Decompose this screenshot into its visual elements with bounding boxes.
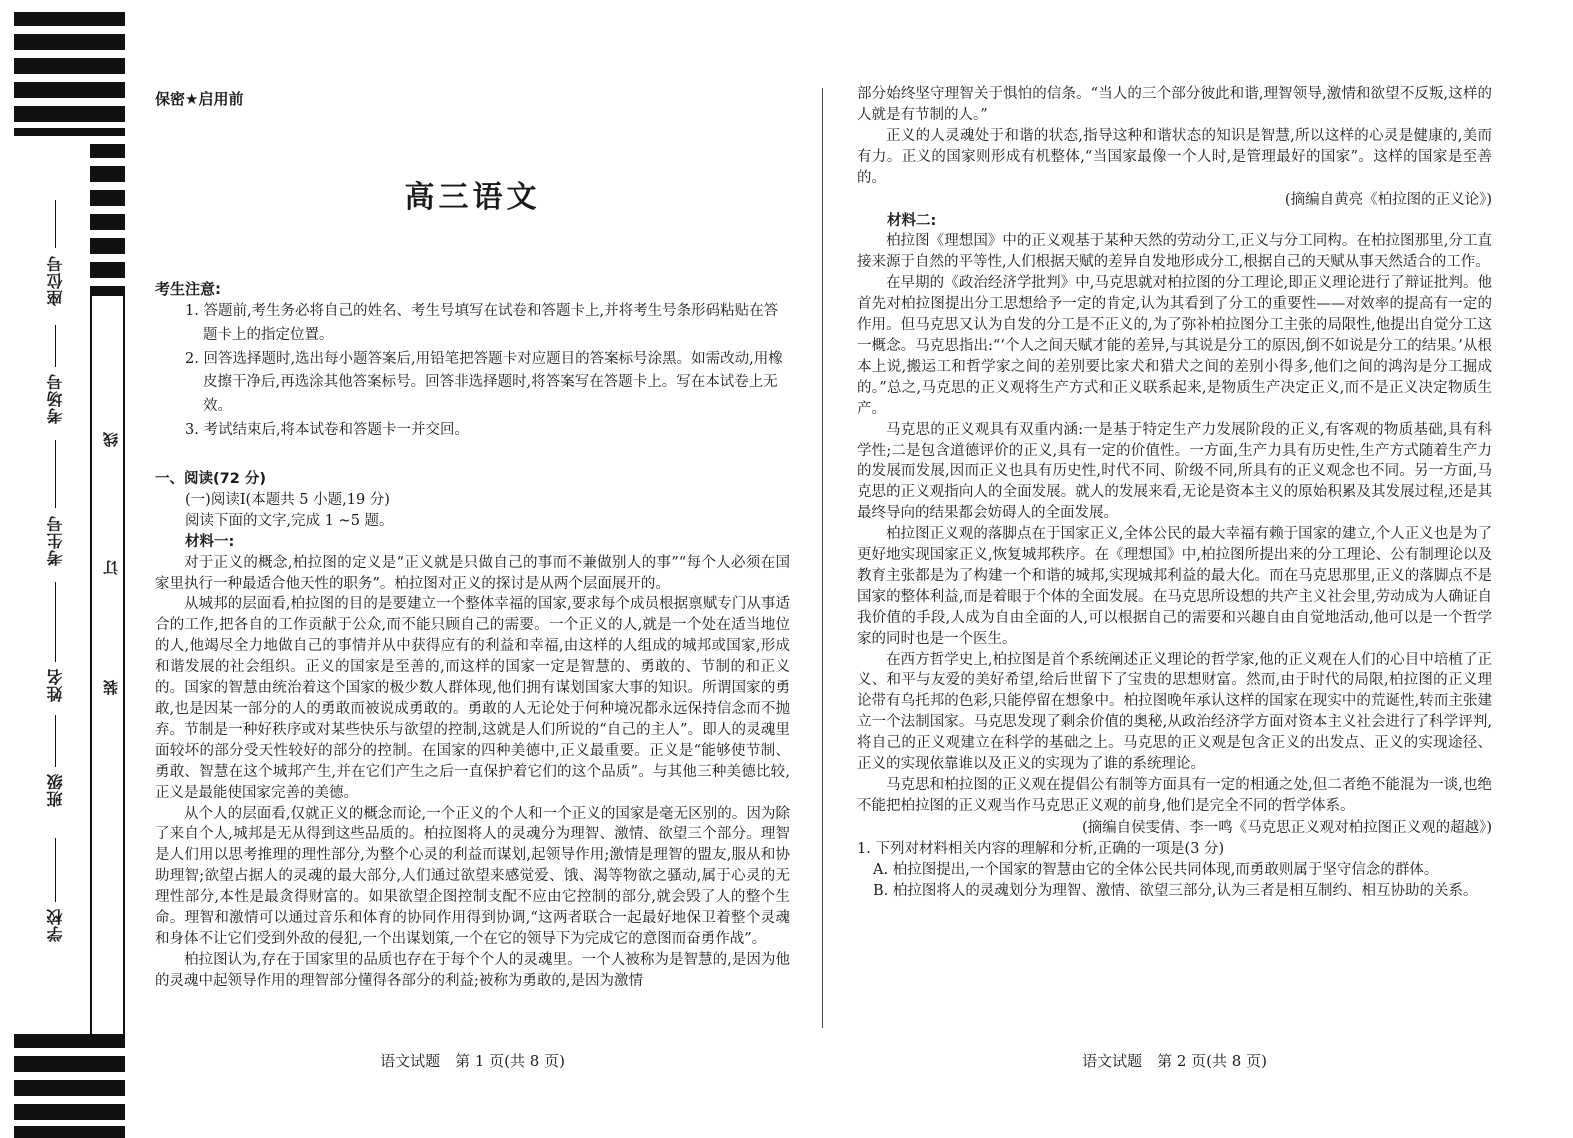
binding-stripe: [14, 1104, 125, 1120]
binding-strip: [0, 0, 140, 1138]
option-a: A. 柏拉图提出,一个国家的智慧由它的全体公民共同体现,而勇敢则属于坚守信念的群体。: [873, 861, 1439, 878]
binding-stripe: [90, 262, 125, 278]
material1-label: 材料一:: [185, 533, 235, 550]
name-label: 姓名: [46, 668, 65, 702]
page-footer-2: 语文试题 第 2 页(共 8 页): [1082, 1052, 1267, 1070]
exam-room-label: 考场号: [46, 373, 65, 424]
notice-item: 2. 回答选择题时,选出每小题答案后,用铅笔把答题卡对应题目的答案标号涂黑。如需改动,用橡皮擦干净后,再选涂其他答案标号。回答非选择题时,将答案写在答题卡上。写在本试卷上无效。: [185, 350, 783, 415]
binding-stripe: [14, 12, 125, 26]
cut-word-bind: 订: [100, 556, 120, 579]
fill-line: [55, 440, 56, 508]
section-heading: 一、阅读(72 分): [155, 471, 266, 487]
binding-stripe: [14, 34, 125, 50]
notice-item: 3. 考试结束后,将本试卷和答题卡一并交回。: [185, 421, 470, 438]
binding-stripe: [90, 190, 125, 206]
notice-item: 1. 答题前,考生务必将自己的姓名、考生号填写在试卷和答题卡上,并将考生号条形码粘贴在答题卡上的指定位置。: [185, 303, 779, 343]
binding-stripe: [14, 1080, 125, 1096]
material1-paragraph: 对于正义的概念,柏拉图的定义是“正义就是只做自己的事而不兼做别人的事”“每个人必须在国家里执行一种最适合他天性的职务”。柏拉图对正义的探讨是从两个层面展开的。: [155, 554, 790, 592]
fill-line: [55, 715, 56, 767]
notice-heading: 考生注意:: [155, 280, 221, 298]
cut-word-line: 线: [100, 428, 120, 451]
binding-border: [123, 296, 125, 1034]
fill-line: [55, 200, 56, 248]
binding-stripe: [14, 1056, 125, 1072]
material2-paragraph: 在早期的《政治经济学批判》中,马克思就对柏拉图的分工理论,即正义理论进行了辩证批判。他首先对柏拉图提出分工思想给予一定的肯定,认为其看到了分工的重要性——对效率的提高有一定的作用。但马克思又认为自发的分工是不正义的,为了弥补柏拉图分工主张的局限性,他提出自觉分工这一概念。马克思指出:“‘个人之间天赋才能的差异,与其说是分工的原因,倒不如说是分工的结果。’从根本上说,搬运工和哲学家之间的差别要比家犬和猎犬之间的差别小得多,他们之间的鸿沟是分工掘成的。”总之,马克思的正义观将生产方式和正义联系起来,是物质生产决定正义,而不是正义决定物质生产。: [857, 275, 1492, 417]
material1-paragraph: 柏拉图认为,存在于国家里的品质也存在于每个个人的灵魂里。一个人被称为是智慧的,是因为他的灵魂中起领导作用的理智部分懂得各部分的利益;被称为勇敢的,是因为激情: [155, 951, 790, 989]
material1-paragraph: 从城邦的层面看,柏拉图的目的是要建立一个整体幸福的国家,要求每个成员根据禀赋专门从事适合的工作,把各自的工作贡献于公众,而不能只顾自己的需要。一个正义的人,就是一个处在适当地位的人,他竭尽全力地做自己的事情并从中获得应有的利益和幸福,由这样的人组成的城邦或国家,形成和谐发展的社会组织。正义的国家是至善的,而这样的国家一定是智慧的、勇敢的、节制的和正义的。国家的智慧由统治着这个国家的极少数人群体现,他们拥有谋划国家大事的知识。所谓国家的勇敢,也是因某一部分的人的勇敢而被说成勇敢的。勇敢的人无论处于何种境况都永远保持信念而不抛弃。节制是一种好秩序或对某些快乐与欲望的控制,这就是人们所说的“自己的主人”。即人的灵魂里面较坏的部分受天性较好的部分的控制。在国家的四种美德中,正义最重要。正义是“能够使节制、勇敢、智慧在这个城邦产生,并在它们产生之后一直保护着它们的这个品质”。与其他三种美德比较,正义是最能使国家完善的美德。: [155, 596, 790, 801]
binding-stripe: [90, 144, 125, 158]
binding-stripe: [90, 238, 125, 254]
binding-stripe: [14, 58, 125, 74]
binding-stripe: [14, 1034, 125, 1048]
question-1: 1. 下列对材料相关内容的理解和分析,正确的一项是(3 分): [857, 840, 1225, 857]
source-citation: (摘编自黄亮《柏拉图的正义论》): [1284, 191, 1492, 208]
candidate-number-label: 考生号: [46, 515, 65, 566]
material2-label: 材料二:: [887, 212, 937, 229]
binding-stripe: [90, 214, 125, 230]
binding-stripe: [14, 106, 125, 122]
material2-paragraph: 马克思和柏拉图的正义观在提倡公有制等方面具有一定的相通之处,但二者绝不能混为一谈,也绝不能把柏拉图的正义观当作马克思正义观的前身,他们是完全不同的哲学体系。: [857, 777, 1492, 814]
material-continuation: [857, 84, 1492, 902]
material2-paragraph: 柏拉图《理想国》中的正义观基于某种天然的劳动分工,正义与分工同构。在柏拉图那里,分工直接来源于自然的平等性,人们根据天赋的差异自发地形成分工,根据自己的天赋从事天然适合的工作。: [857, 233, 1492, 271]
binding-stripe: [90, 166, 125, 182]
exam-title: 高三语文: [404, 180, 541, 215]
material1-paragraph: 从个人的层面看,仅就正义的概念而论,一个正义的个人和一个正义的国家是毫无区别的。因为除了来自个人,城邦是无从得到这些品质的。柏拉图将人的灵魂分为理智、激情、欲望三个部分。理智是人们用以思考推理的理性部分,为整个心灵的利益而谋划,起领导作用;激情是理智的盟友,服从和协助理智;欲望占据人的灵魂的最大部分,人们通过欲望来感觉爱、饿、渴等物欲之骚动,属于心灵的无理性部分,本性是最贪得财富的。如果欲望企图控制支配不应由它控制的部分,就会毁了人的整个生命。理智和激情可以通过音乐和体育的协同作用得到协调,“这两者联合一起最好地保卫着整个灵魂和身体不让它们受到外敌的侵犯,一个出谋划策,一个在它的领导下为完成它的意图而奋勇作战”。: [155, 805, 790, 947]
material1-paragraph: 部分始终坚守理智关于惧怕的信条。“当人的三个部分彼此和谐,理智领导,激情和欲望不反叛,这样的人就是有节制的人。”: [857, 86, 1492, 123]
page-footer-1: 语文试题 第 1 页(共 8 页): [380, 1052, 565, 1070]
binding-stripe: [14, 1126, 125, 1138]
cut-word-pack: 装: [100, 676, 120, 699]
binding-border: [90, 296, 92, 1034]
subsection-heading: (一)阅读Ⅰ(本题共 5 小题,19 分): [185, 491, 390, 508]
fill-line: [55, 325, 56, 367]
confidential-mark: 保密★启用前: [155, 90, 244, 108]
binding-stripe: [14, 128, 125, 136]
school-label: 学校: [46, 908, 65, 942]
instruction: 阅读下面的文字,完成 1 ~5 题。: [185, 512, 394, 529]
binding-stripe: [14, 82, 125, 98]
option-b: B. 柏拉图将人的灵魂划分为理智、激情、欲望三部分,认为三者是相互制约、相互协助的关系。: [873, 882, 1478, 899]
class-label: 班级: [46, 773, 65, 807]
material2-paragraph: 马克思的正义观具有双重内涵:一是基于特定生产力发展阶段的正义,有客观的物质基础,具有科学性;二是包含道德评价的正义,具有一定的价值性。一方面,生产力具有历史性,生产方式随着生产力的发展而发展,因而正义也具有历史性,时代不同、阶级不同,所具有的正义观念也不同。另一方面,马克思的正义观指向人的全面发展。就人的发展来看,无论是资本主义的原始积累及其发展过程,还是其最终导向的结果都会妨碍人的全面发展。: [857, 421, 1492, 522]
notice-list: [185, 300, 790, 443]
binding-stripe: [90, 286, 125, 296]
material1-paragraph: 正义的人灵魂处于和谐的状态,指导这种和谐状态的知识是智慧,所以这样的心灵是健康的,美而有力。正义的国家则形成有机整体,“当国家最像一个人时,是管理最好的国家”。这样的国家是至善的。: [857, 127, 1492, 186]
fill-line: [55, 582, 56, 662]
seat-number-label: 座位号: [46, 255, 65, 306]
fill-line: [55, 838, 56, 902]
reading-section: [155, 469, 790, 992]
material2-paragraph: 柏拉图正义观的落脚点在于国家正义,全体公民的最大幸福有赖于国家的建立,个人正义也是为了更好地实现国家正义,恢复城邦秩序。在《理想国》中,柏拉图所提出来的分工理论、公有制理论以及教育主张都是为了构建一个和谐的城邦,实现城邦利益的最大化。而在马克思那里,正义的落脚点不是国家的整体利益,而是着眼于个体的全面发展。在马克思所设想的共产主义社会里,劳动成为人确证自我价值的手段,人成为自由全面的人,可以根据自己的需要和兴趣自由自觉地活动,他可以是一个哲学家的同时也是一个医生。: [857, 526, 1492, 647]
source-citation: (摘编自侯雯倩、李一鸣《马克思正义观对柏拉图正义观的超越》): [1081, 819, 1492, 836]
column-divider: [822, 88, 823, 1028]
material2-paragraph: 在西方哲学史上,柏拉图是首个系统阐述正义理论的哲学家,他的正义观在人们的心目中培植了正义、和平与友爱的美好希望,给后世留下了宝贵的思想财富。然而,由于时代的局限,柏拉图的正义理论带有乌托邦的色彩,只能停留在想象中。柏拉图晚年承认这样的国家在现实中的荒诞性,转而主张建立一个法制国家。马克思发现了剩余价值的奥秘,从政治经济学方面对资本主义社会进行了科学评判,将自己的正义观建立在科学的基础之上。马克思的正义观是包含正义的出发点、正义的实现途径、正义的实现依靠谁以及正义的实现为了谁的系统理论。: [857, 651, 1492, 773]
